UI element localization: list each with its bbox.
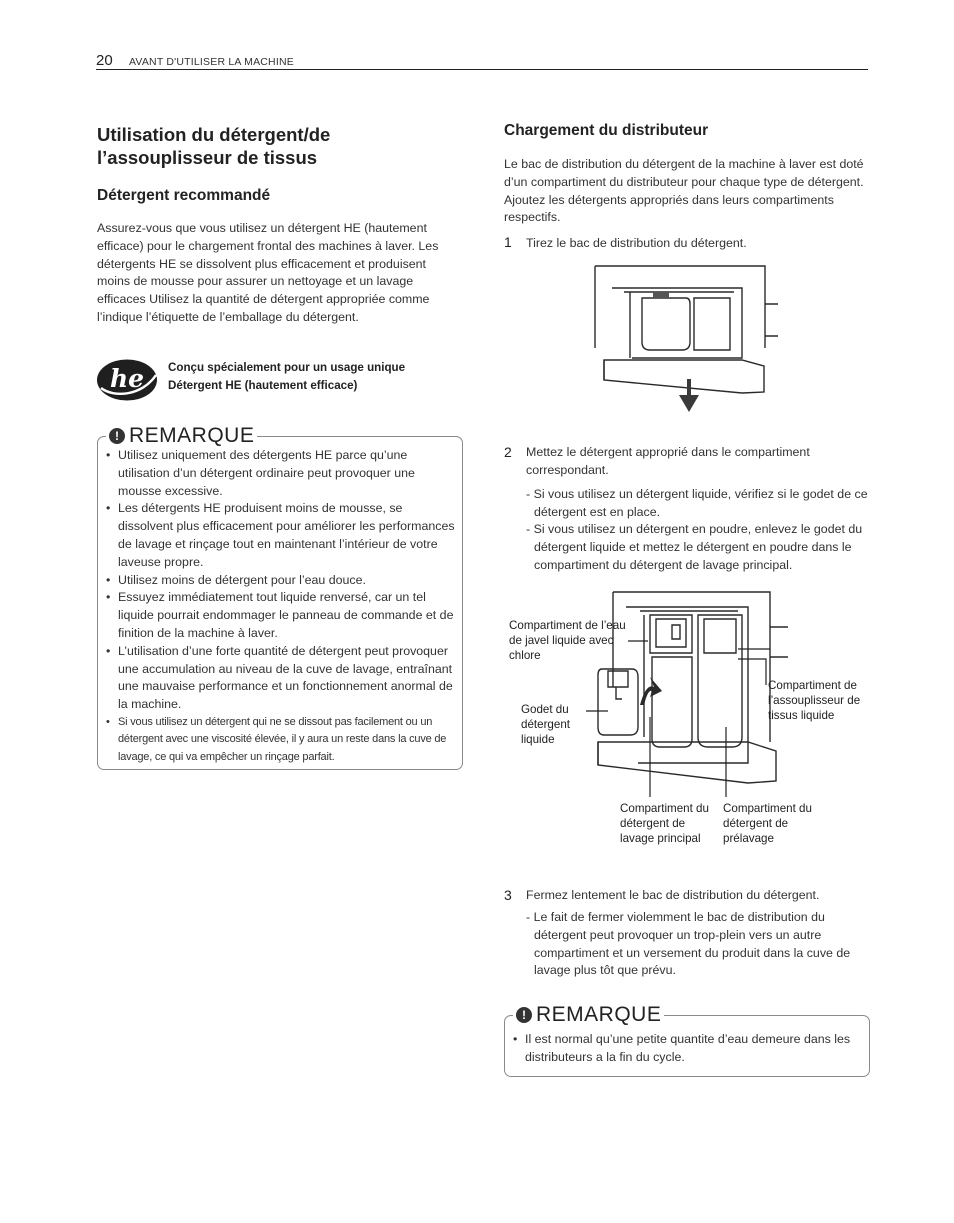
he-caption: [168, 359, 405, 395]
list-item: • Il est normal qu’une petite quantite d’eau demeure dans les distributeurs a la fin du cycle.: [512, 1031, 862, 1067]
list-item: • L’utilisation d’une forte quantité de détergent peut provoquer une accumulation au niveau de la cuve de lavage, entraînant une mauvaise performance et un fonctionnement anormal de la machine.: [105, 643, 455, 714]
list-item: • Utilisez moins de détergent pour l’eau douce.: [105, 572, 455, 590]
step-3-number: 3: [504, 887, 512, 903]
list-item: • Essuyez immédiatement tout liquide renversé, car un tel liquide pourrait endommager le panneau de commande et de finition de la machine à laver.: [105, 589, 455, 642]
note-list-right: [512, 1031, 862, 1067]
step-2-sub1: - Si vous utilisez un détergent liquide, vérifiez si le godet de ce détergent est en place.: [526, 487, 868, 519]
step-2-sub2: - Si vous utilisez un détergent en poudre, enlevez le godet du détergent liquide et mettez le détergent en poudre dans le compartiment du détergent de lavage principal.: [526, 522, 863, 572]
label-softener-compartment: Compartiment de l’assouplisseur de tissus liquide: [768, 679, 861, 722]
subtitle-loading-dispenser: Chargement du distributeur: [504, 122, 709, 139]
label-bleach-compartment: Compartiment de l’eau de javel liquide avec chlore: [509, 619, 626, 662]
list-item: • Les détergents HE produisent moins de mousse, se dissolvent plus efficacement pour améliorer les performances de lavage et rinçage tout en maintenant l’intérieur de votre laveuse propre.: [105, 500, 455, 571]
he-caption-line2: Détergent HE (hautement efficace): [168, 379, 358, 392]
arrow-down-icon: [679, 379, 699, 412]
he-logo-icon: [96, 358, 160, 402]
dispenser-pull-illustration: [590, 262, 780, 417]
step-3-sub1: - Le fait de fermer violemment le bac de distribution du détergent peut provoquer un trop-plein vers un autre compartiment et un versement du produit dans la cuve de lavage plus tôt que prévu.: [526, 910, 851, 978]
section-title: AVANT D'UTILISER LA MACHINE: [129, 56, 294, 68]
note-title-text: REMARQUE: [536, 1003, 662, 1026]
note-box-right: [504, 1003, 870, 1077]
he-caption-line1: Conçu spécialement pour un usage unique: [168, 361, 406, 374]
list-item: • Si vous utilisez un détergent qui ne se dissout pas facilement ou un détergent avec une viscosité élevée, il y aura un reste dans la cuve de lavage, ce qui va empêcher un rinçage parfait.: [105, 714, 455, 767]
curved-arrow-icon: [640, 677, 662, 705]
note-title-left: [106, 424, 257, 448]
header-rule: [96, 69, 868, 70]
subtitle-recommended-detergent: Détergent recommandé: [97, 187, 271, 204]
list-item: • Utilisez uniquement des détergents HE parce qu’une utilisation d’un détergent ordinaire peut provoquer une mousse excessive.: [105, 447, 455, 500]
intro-paragraph-right: Le bac de distribution du détergent de la machine à laver est doté d’un compartiment du distributeur pour chaque type de détergent. Ajoutez les détergents appropriés dans leurs compartiments respectifs.: [504, 157, 864, 225]
note-box-left: [97, 424, 463, 770]
note-title-text: REMARQUE: [129, 424, 255, 447]
step-3-text: Fermez lentement le bac de distribution du détergent.: [526, 888, 820, 902]
step-1-text: Tirez le bac de distribution du détergent.: [526, 236, 747, 250]
note-title-right: [513, 1003, 664, 1027]
note-list-left: [105, 447, 455, 766]
step-1-number: 1: [504, 234, 512, 250]
step-2-number: 2: [504, 444, 512, 460]
label-liquid-cup: Godet du détergent liquide: [521, 703, 570, 746]
intro-paragraph-left: Assurez-vous que vous utilisez un détergent HE (hautement efficace) pour le chargement frontal des machines à laver. Les détergents HE se dissolvent plus efficacement et produisent moins de mousse pour assurer un nettoyage et un lavage efficaces Utilisez la quantité de détergent appropriée comme l’indique l’étiquette de l’emballage du détergent.: [97, 221, 439, 324]
page-number: 20: [96, 52, 113, 69]
label-prewash-compartment: Compartiment du détergent de prélavage: [723, 802, 812, 845]
step-2-text: Mettez le détergent approprié dans le compartiment correspondant.: [526, 445, 810, 477]
exclamation-icon: !: [516, 1007, 532, 1023]
page-title: Utilisation du détergent/de l’assouplisseur de tissus: [97, 124, 331, 168]
label-main-wash-compartment: Compartiment du détergent de lavage principal: [620, 802, 709, 845]
he-logo-text: he: [109, 364, 145, 393]
exclamation-icon: !: [109, 428, 125, 444]
